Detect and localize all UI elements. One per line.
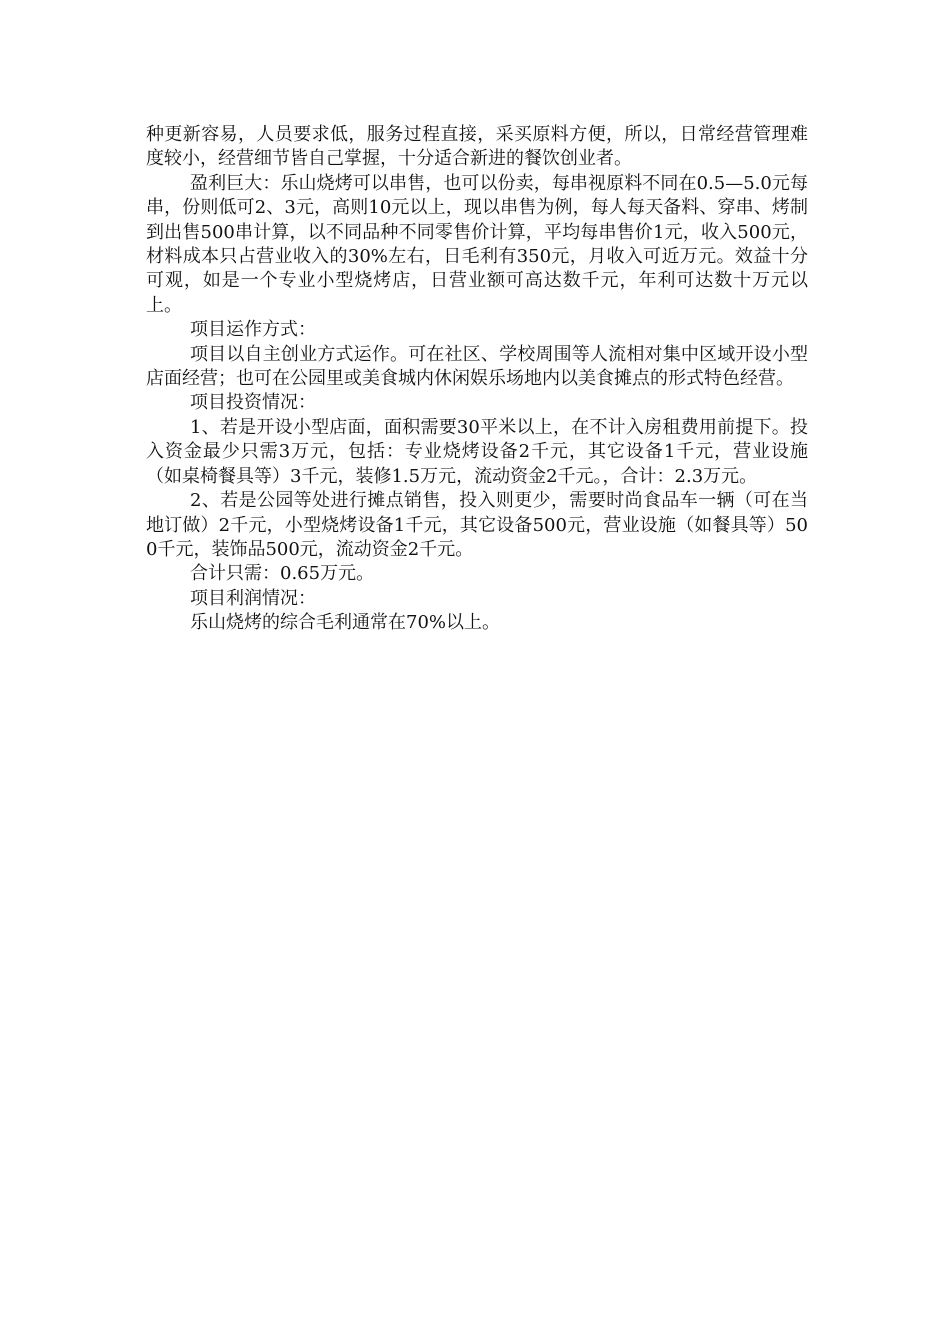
heading-profit: 项目利润情况： [190, 587, 316, 609]
paragraph-investment-total: 合计只需：0.65万元。 [190, 563, 375, 585]
paragraph-profit-margin: 乐山烧烤的综合毛利通常在70%以上。 [190, 612, 501, 634]
document-body [146, 123, 808, 636]
paragraph-investment-store: 1、若是开设小型店面，面积需要30平米以上，在不计入房租费用前提下。投入资金最少只需3万元，包括：专业烧烤设备2千元，其它设备1千元，营业设施（如桌椅餐具等）3千元，装修1.5万元，流动资金2千元。，合计：2.3万元。 [146, 416, 808, 487]
heading-operation-mode: 项目运作方式： [190, 319, 316, 341]
paragraph-operation-mode: 项目以自主创业方式运作。可在社区、学校周围等人流相对集中区域开设小型店面经营；也可在公园里或美食城内休闲娱乐场地内以美食摊点的形式特色经营。 [146, 343, 808, 390]
paragraph-continuation: 种更新容易，人员要求低，服务过程直接，采买原料方便，所以，日常经营管理难度较小，经营细节皆自己掌握，十分适合新进的餐饮创业者。 [146, 124, 808, 170]
heading-investment: 项目投资情况： [190, 392, 316, 414]
paragraph-investment-stall: 2、若是公园等处进行摊点销售，投入则更少，需要时尚食品车一辆（可在当地订做）2千元，小型烧烤设备1千元，其它设备500元，营业设施（如餐具等）500千元，装饰品500元，流动资金2千元。 [146, 490, 808, 560]
paragraph-profit: 盈利巨大：乐山烧烤可以串售，也可以份卖，每串视原料不同在0.5—5.0元每串，份则低可2、3元，高则10元以上，现以串售为例，每人每天备料、穿串、烤制到出售500串计算，以不同品种不同零售价计算，平均每串售价1元，收入500元，材料成本只占营业收入的30%左右，日毛利有350元，月收入可近万元。效益十分可观，如是一个专业小型烧烤店，日营业额可高达数千元，年利可达数十万元以上。 [146, 172, 808, 316]
